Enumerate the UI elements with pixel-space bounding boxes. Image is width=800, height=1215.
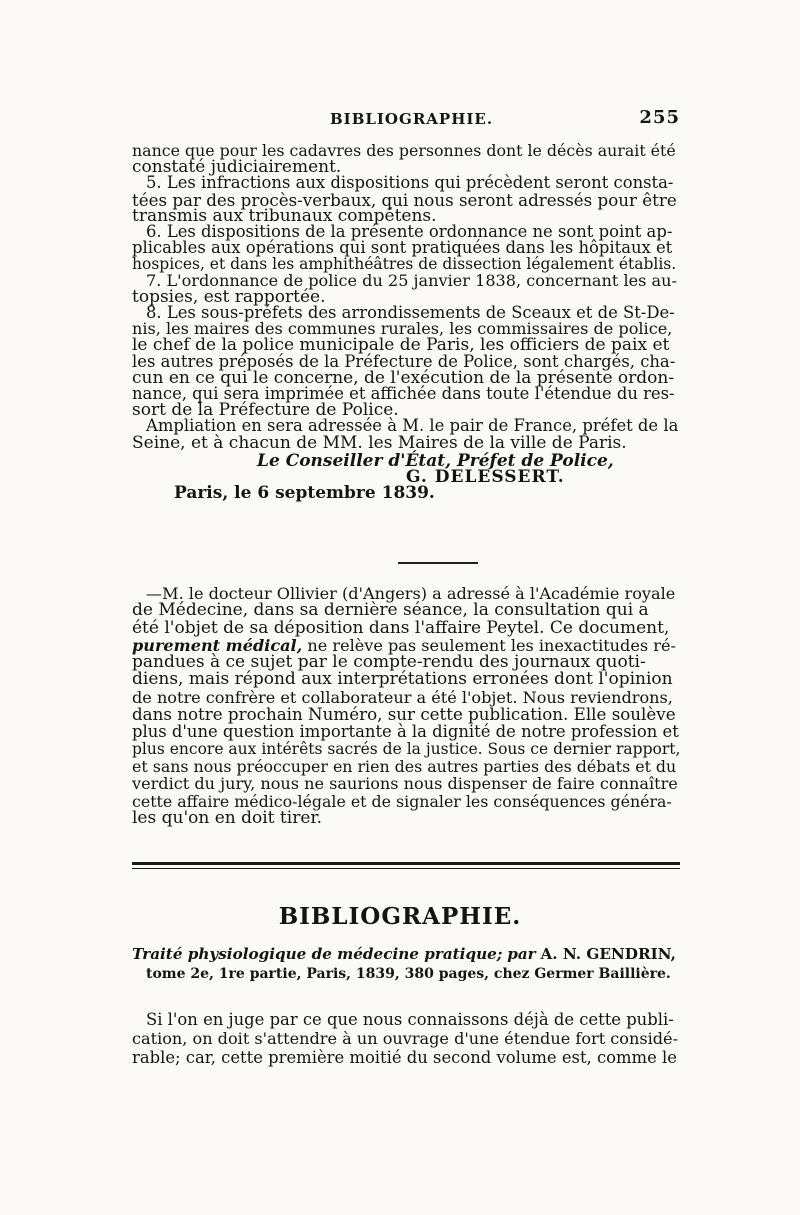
text-line: diens, mais répond aux interprétations erronées dont l'opinion (132, 669, 673, 690)
book-reference (132, 944, 680, 984)
text-line: dans notre prochain Numéro, sur cette publication. Elle soulève (132, 704, 676, 725)
text-line: les autres préposés de la Préfecture de Police, sont chargés, cha- (132, 351, 676, 371)
review-text (132, 1010, 680, 1067)
book-author: A. N. GENDRIN, (540, 945, 676, 963)
signature-name: G. DELESSERT. (406, 467, 565, 488)
text-line: tées par des procès-verbaux, qui nous seront adressés pour être (132, 189, 677, 210)
text-line: nis, les maires des communes rurales, les commissaires de police, (132, 319, 673, 339)
double-rule-thick (132, 862, 680, 865)
text-line: verdict du jury, nous ne saurions nous dispenser de faire connaître (132, 774, 678, 794)
text-line: de Médecine, dans sa dernière séance, la consultation qui a (132, 600, 649, 621)
ordinance-text (132, 141, 680, 504)
text-line: les qu'on en doit tirer. (132, 807, 323, 828)
article-7: 7. L'ordonnance de police du 25 janvier 1838, concernant les au- (146, 270, 677, 290)
article-8: 8. Les sous-préfets des arrondissements de Sceaux et de St-De- (146, 303, 675, 323)
ampliation-line: Ampliation en sera adressée à M. le pair de France, préfet de la (146, 416, 679, 436)
running-title: BIBLIOGRAPHIE. (330, 110, 494, 128)
text-line: nance que pour les cadavres des personnes dont le décès aurait été (132, 141, 676, 160)
text-line: de notre confrère et collaborateur a été l'objet. Nous reviendrons, (132, 687, 673, 707)
article-6: 6. Les dispositions de la présente ordonnance ne sont point ap- (146, 222, 673, 242)
by-word: par (507, 945, 536, 963)
double-rule-thin (132, 868, 680, 869)
signature-title: Le Conseiller d'État, Préfet de Police, (257, 450, 614, 471)
date-line: Paris, le 6 septembre 1839. (174, 483, 435, 504)
book-title: Traité physiologique de médecine pratique; (132, 945, 503, 963)
text-line: plus encore aux intérêts sacrés de la justice. Sous ce dernier rapport, (132, 739, 681, 758)
short-separator-rule (398, 562, 478, 564)
text-line: sort de la Préfecture de Police. (132, 400, 399, 421)
page-number: 255 (639, 107, 680, 128)
text-line: —M. le docteur Ollivier (d'Angers) a adressé à l'Académie royale (146, 584, 676, 603)
article-5: 5. Les infractions aux dispositions qui précèdent seront consta- (146, 173, 674, 193)
text-line: Si l'on en juge par ce que nous connaissons déjà de cette publi- (146, 1010, 674, 1029)
text-line: plicables aux opérations qui sont pratiquées dans les hôpitaux et (132, 238, 673, 258)
text-line: rable; car, cette première moitié du second volume est, comme le (132, 1048, 677, 1067)
text-line: et sans nous préoccuper en rien des autres parties des débats et du (132, 756, 677, 776)
text-line: purement médical, ne relève pas seulement les inexactitudes ré- (132, 635, 676, 655)
text-line: cette affaire médico-légale et de signaler les conséquences généra- (132, 791, 672, 811)
text-line: topsies, est rapportée. (132, 286, 326, 307)
running-header (132, 107, 680, 132)
text-line: été l'objet de sa déposition dans l'affaire Peytel. Ce document, (132, 617, 670, 638)
text-line: transmis aux tribunaux compétens. (132, 205, 437, 226)
text-line: constaté judiciairement. (132, 157, 342, 178)
text-line: cation, on doit s'attendre à un ouvrage d'une étendue fort considé- (132, 1029, 679, 1048)
text-line: plus d'une question importante à la dignité de notre profession et (132, 722, 679, 742)
section-title: BIBLIOGRAPHIE. (278, 903, 522, 930)
text-line: hospices, et dans les amphithéâtres de dissection légalement établis. (132, 255, 677, 274)
text-line: Seine, et à chacun de MM. les Maires de la ville de Paris. (132, 432, 627, 453)
book-details: tome 2e, 1re partie, Paris, 1839, 380 pages, chez Germer Baillière. (146, 966, 671, 982)
notice-text (132, 585, 680, 827)
text-line: nance, qui sera imprimée et affichée dans toute l'étendue du res- (132, 384, 675, 404)
italic-phrase: purement médical, (132, 635, 303, 655)
text-line: cun en ce qui le concerne, de l'exécution de la présente ordon- (132, 367, 675, 388)
text-line: pandues à ce sujet par le compte-rendu des journaux quoti- (132, 652, 646, 673)
text-line: le chef de la police municipale de Paris, les officiers de paix et (132, 335, 670, 356)
